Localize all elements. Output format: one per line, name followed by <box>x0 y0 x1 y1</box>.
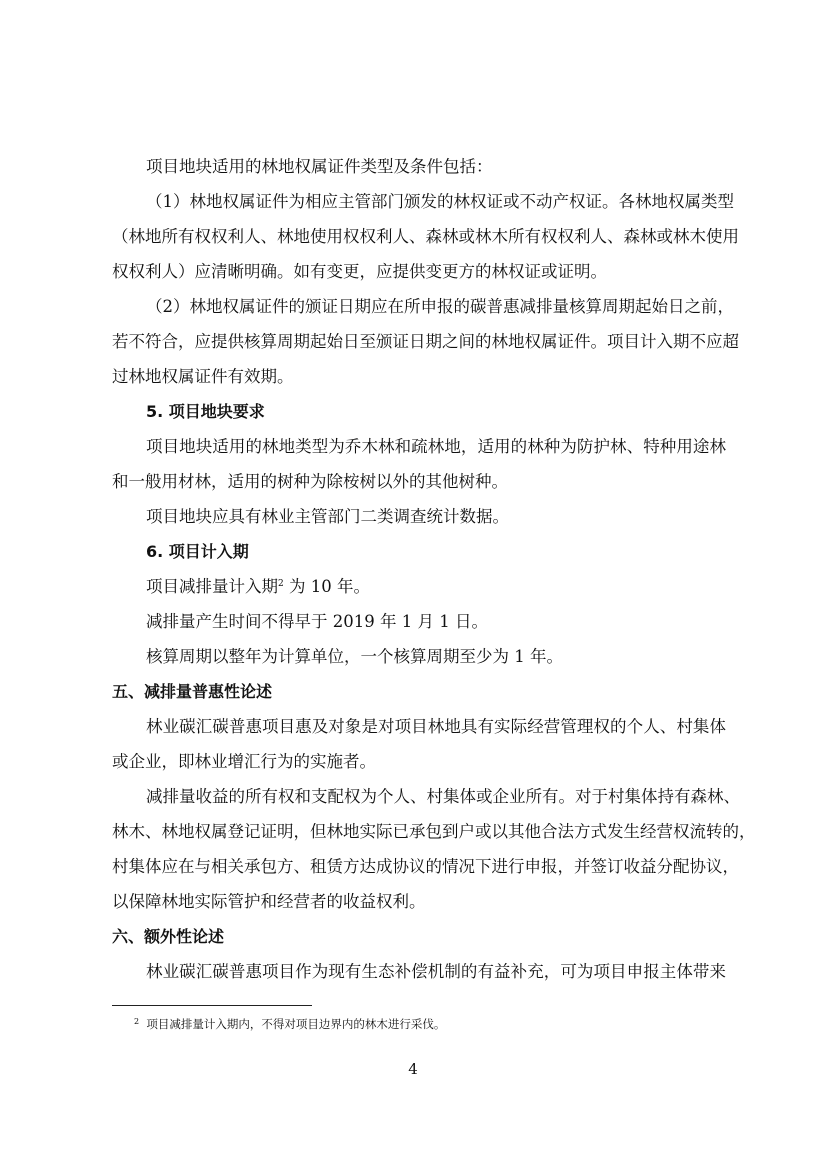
paragraph-text: 减排量产生时间不得早于 2019 年 1 月 1 日。 <box>146 612 488 631</box>
footnote-separator <box>112 1005 312 1006</box>
footnote-text: 项目减排量计入期内，不得对项目边界内的林木进行采伐。 <box>146 1017 446 1031</box>
paragraph-text: 减排量收益的所有权和支配权为个人、村集体或企业所有。对于村集体持有森林、 <box>146 787 740 806</box>
paragraph-text: 项目地块适用的林地权属证件类型及条件包括： <box>146 157 493 176</box>
paragraph-text: 权权利人）应清晰明确。如有变更，应提供变更方的林权证或证明。 <box>112 262 607 281</box>
footnote-reference: 2 <box>278 579 284 589</box>
paragraph-text: 林业碳汇碳普惠项目作为现有生态补偿机制的有益补充，可为项目申报主体带来 <box>146 962 726 981</box>
section-heading: 6. 项目计入期 <box>146 542 249 561</box>
chapter-heading: 六、额外性论述 <box>112 927 225 946</box>
paragraph-text: 林业碳汇碳普惠项目惠及对象是对项目林地具有实际经营管理权的个人、村集体 <box>146 717 726 736</box>
page-number: 4 <box>408 1060 418 1078</box>
paragraph-text: （林地所有权权利人、林地使用权权利人、森林或林木所有权权利人、森林或林木使用 <box>112 227 739 246</box>
footnote <box>134 1016 445 1032</box>
paragraph-text: （1）林地权属证件为相应主管部门颁发的林权证或不动产权证。各林地权属类型 <box>146 192 734 211</box>
paragraph-text: 过林地权属证件有效期。 <box>112 367 294 386</box>
paragraph-text: 若不符合，应提供核算周期起始日至颁证日期之间的林地权属证件。项目计入期不应超 <box>112 332 739 351</box>
footnote-mark: 2 <box>134 1017 140 1026</box>
paragraph-text: 村集体应在与相关承包方、租赁方达成协议的情况下进行申报，并签订收益分配协议， <box>112 857 739 876</box>
paragraph-text: 项目地块适用的林地类型为乔木林和疏林地，适用的林种为防护林、特种用途林 <box>146 437 726 456</box>
paragraph-text: 核算周期以整年为计算单位，一个核算周期至少为 1 年。 <box>146 647 563 666</box>
paragraph-text: 项目地块应具有林业主管部门二类调查统计数据。 <box>146 507 509 526</box>
paragraph-text: 项目减排量计入期$^2$ 为 10 年。 <box>146 577 370 596</box>
paragraph-text: （2）林地权属证件的颁证日期应在所申报的碳普惠减排量核算周期起始日之前， <box>146 297 734 316</box>
paragraph-text: 和一般用材林，适用的树种为除桉树以外的其他树种。 <box>112 472 508 491</box>
paragraph-text: 或企业，即林业增汇行为的实施者。 <box>112 752 376 771</box>
paragraph-text: 以保障林地实际管护和经营者的收益权利。 <box>112 892 426 911</box>
chapter-heading: 五、减排量普惠性论述 <box>112 682 273 701</box>
section-heading: 5. 项目地块要求 <box>146 402 265 421</box>
paragraph-text: 林木、林地权属登记证明，但林地实际已承包到户或以其他合法方式发生经营权流转的， <box>112 822 756 841</box>
